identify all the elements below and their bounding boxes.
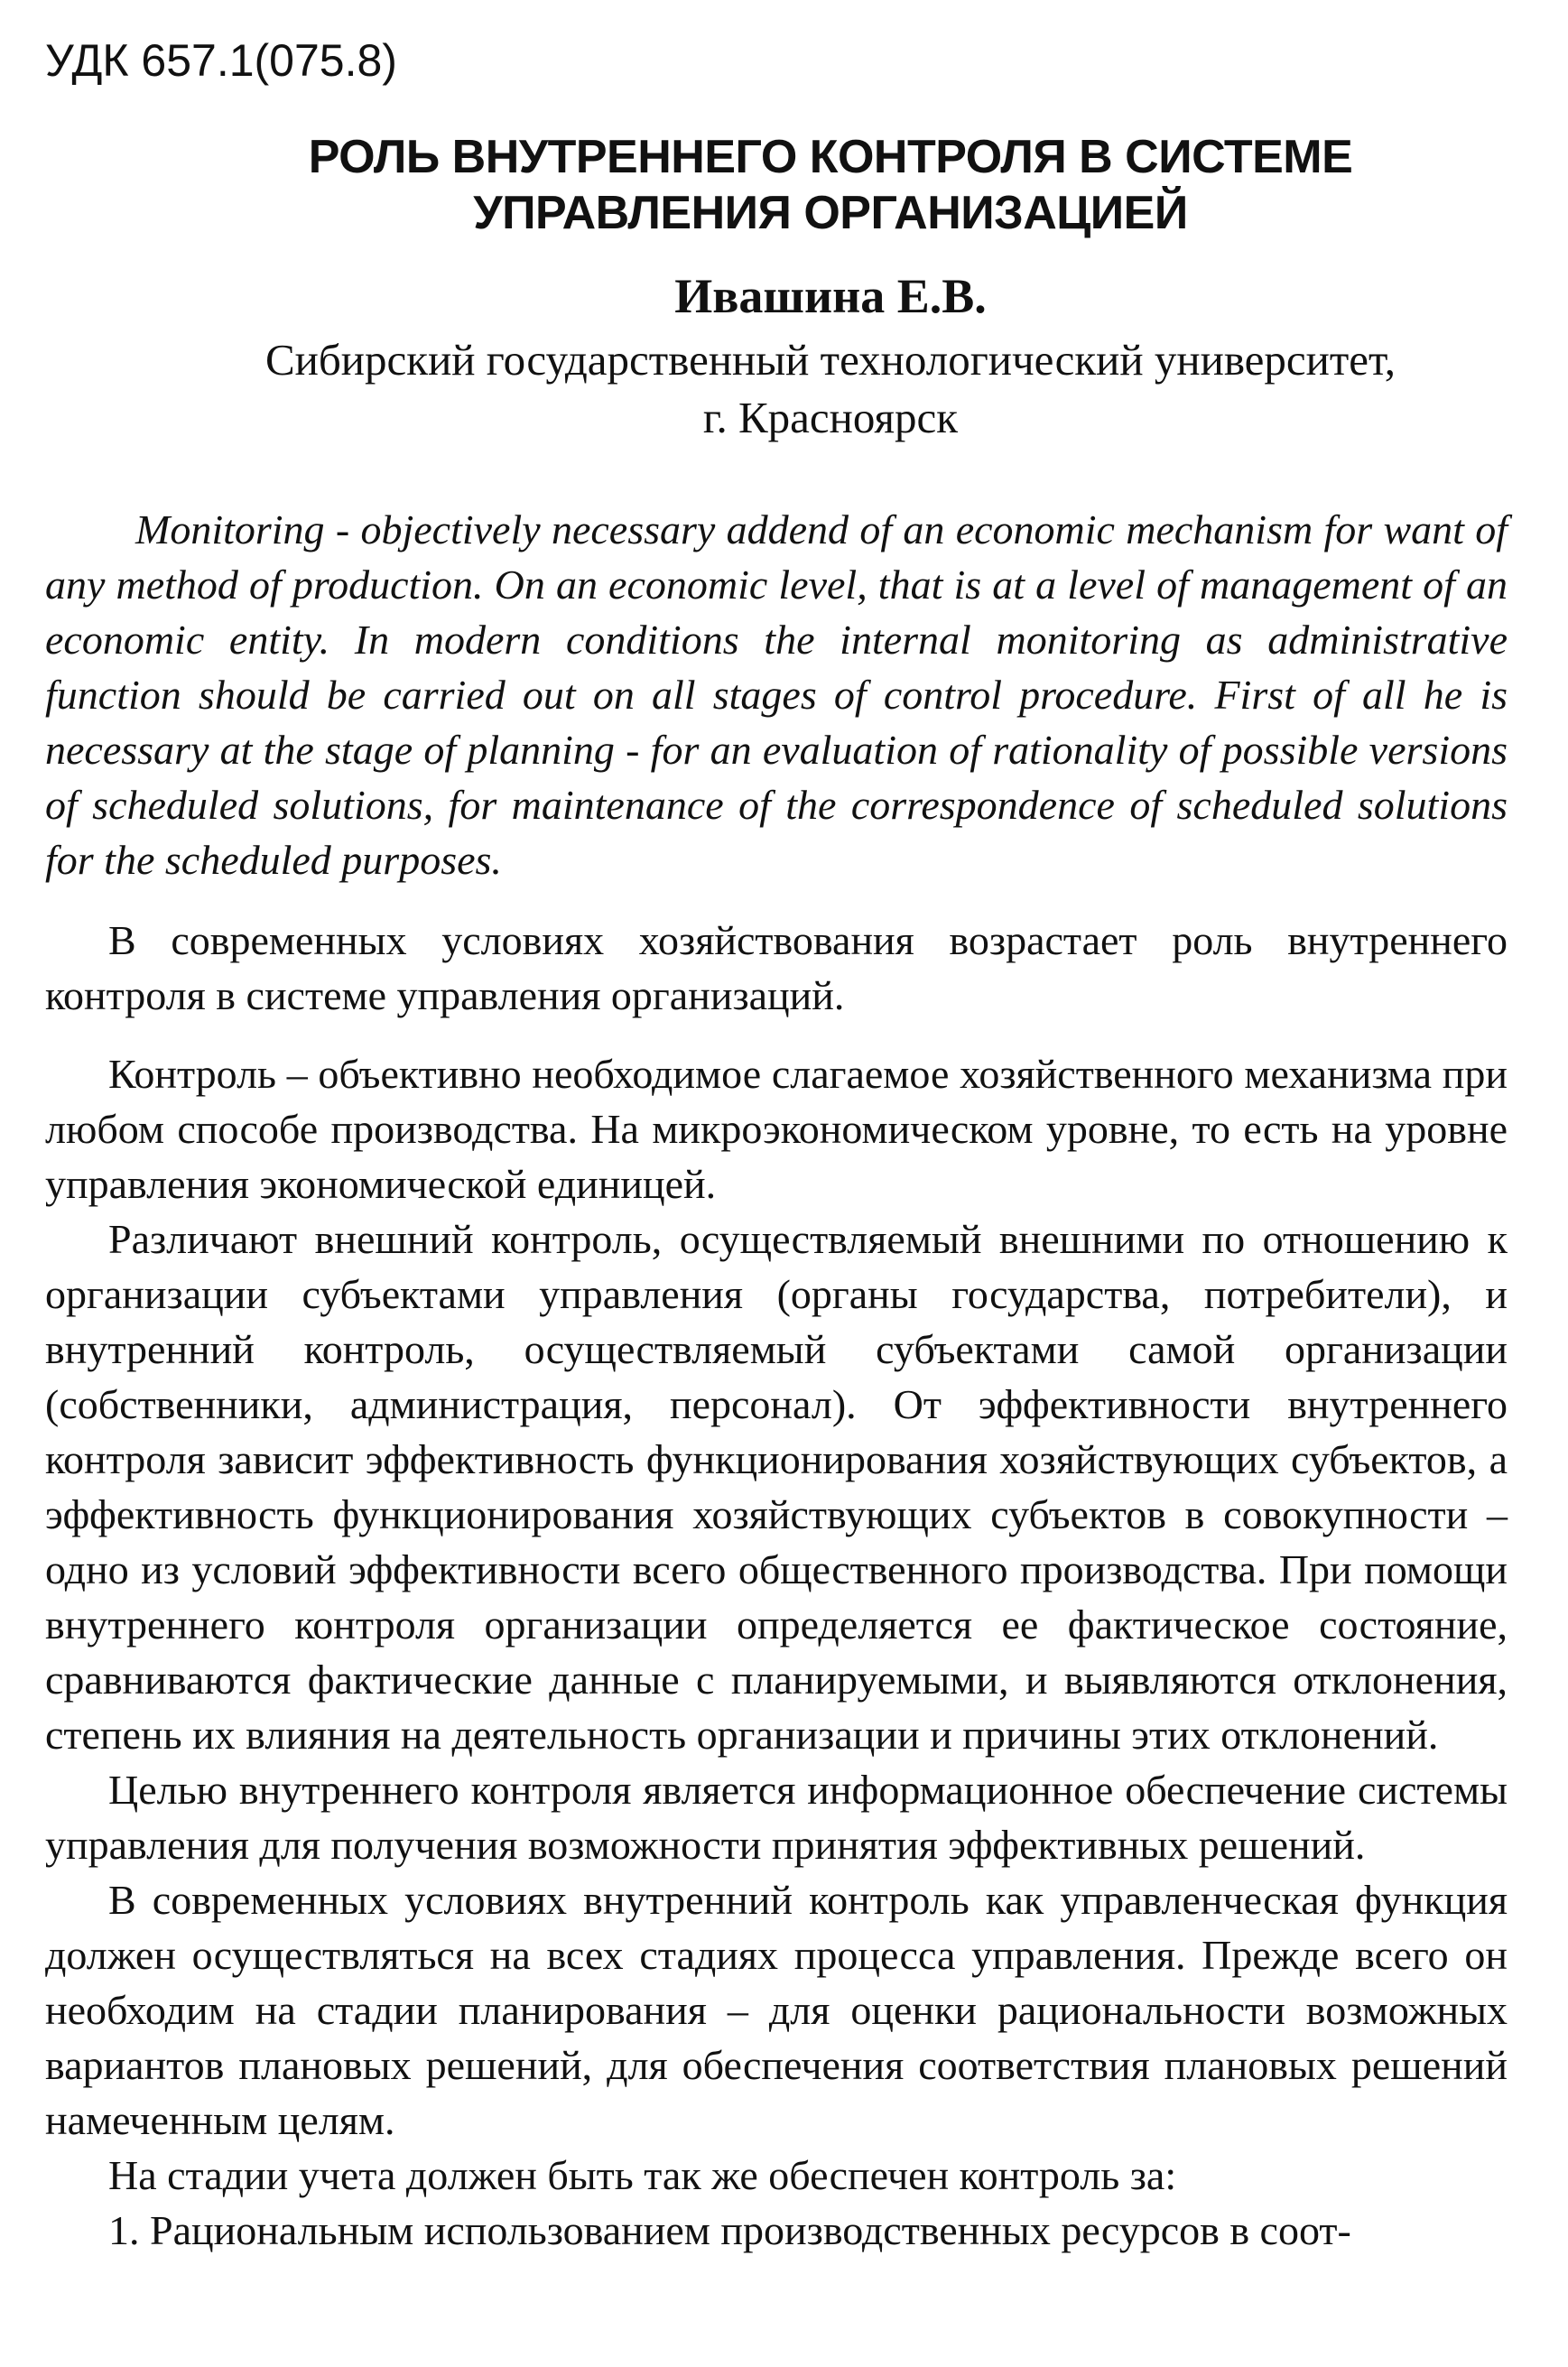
author-affiliation [153,331,1508,448]
paper-page [45,36,1508,2258]
author-name: Ивашина Е.В. [674,268,987,323]
paragraph-6: На стадии учета должен быть так же обеспечен контроль за: [108,2151,1177,2198]
paragraph-2: Контроль – объективно необходимое слагаемое хозяйственного механизма при любом способе производства. На микроэкономическом уровне, то есть на уровне управления экономической единицей. [45,1050,1508,1207]
affiliation-line-2: г. Красноярск [702,393,959,443]
affiliation-line-1: Сибирский государственный технологический университет, [264,334,1396,385]
abstract: Monitoring - objectively necessary addend of an economic mechanism for want of any method of production. On an economic level, that is at a level of management of an economic entity. In modern conditions the internal monitoring as administrative function should be carried out on all stages of control procedure. First of all he is necessary at the stage of planning - for an evaluation of rationality of possible versions of scheduled solutions, for maintenance of the correspondence of scheduled solutions for the scheduled purposes. [45,506,1508,883]
udk-code: УДК 657.1(075.8) [45,35,397,86]
paragraph-3: Различают внешний контроль, осуществляемый внешними по отношению к организации субъектами управления (органы государства, потребители), и внутренний контроль, осуществляемый субъектами самой организации (собственники, администрация, персонал). От эффективности внутреннего контроля зависит эффективность функционирования хозяйствующих субъектов, а эффективность функционирования хозяйствующих субъектов в совокупности – одно из условий эффективности всего общественного производства. При помощи внутреннего контроля организации определяется ее фактическое состояние, сравниваются фактические данные с планируемыми, и выявляются отклонения, степень их влияния на деятельность организации и причины этих отклонений. [45,1215,1508,1758]
body-text [45,913,1508,2258]
paragraph-5: В современных условиях внутренний контроль как управленческая функция должен осуществляться на всех стадиях процесса управления. Прежде всего он необходим на стадии планирования – для оценки рациональности возможных вариантов плановых решений, для обеспечения соответствия плановых решений намеченным целям. [45,1876,1508,2143]
article-title [153,129,1508,242]
article-title-line-1: РОЛЬ ВНУТРЕННЕГО КОНТРОЛЯ В СИСТЕМЕ [308,131,1353,183]
paragraph-4: Целью внутреннего контроля является информационное обеспечение системы управления для получения возможности принятия эффективных решений. [45,1766,1508,1868]
article-title-line-2: УПРАВЛЕНИЯ ОРГАНИЗАЦИЕЙ [473,187,1188,240]
paragraph-7: 1. Рациональным использованием производственных ресурсов в соот- [108,2206,1351,2253]
paragraph-1: В современных условиях хозяйствования возрастает роль внутреннего контроля в системе управления организаций. [45,916,1508,1018]
